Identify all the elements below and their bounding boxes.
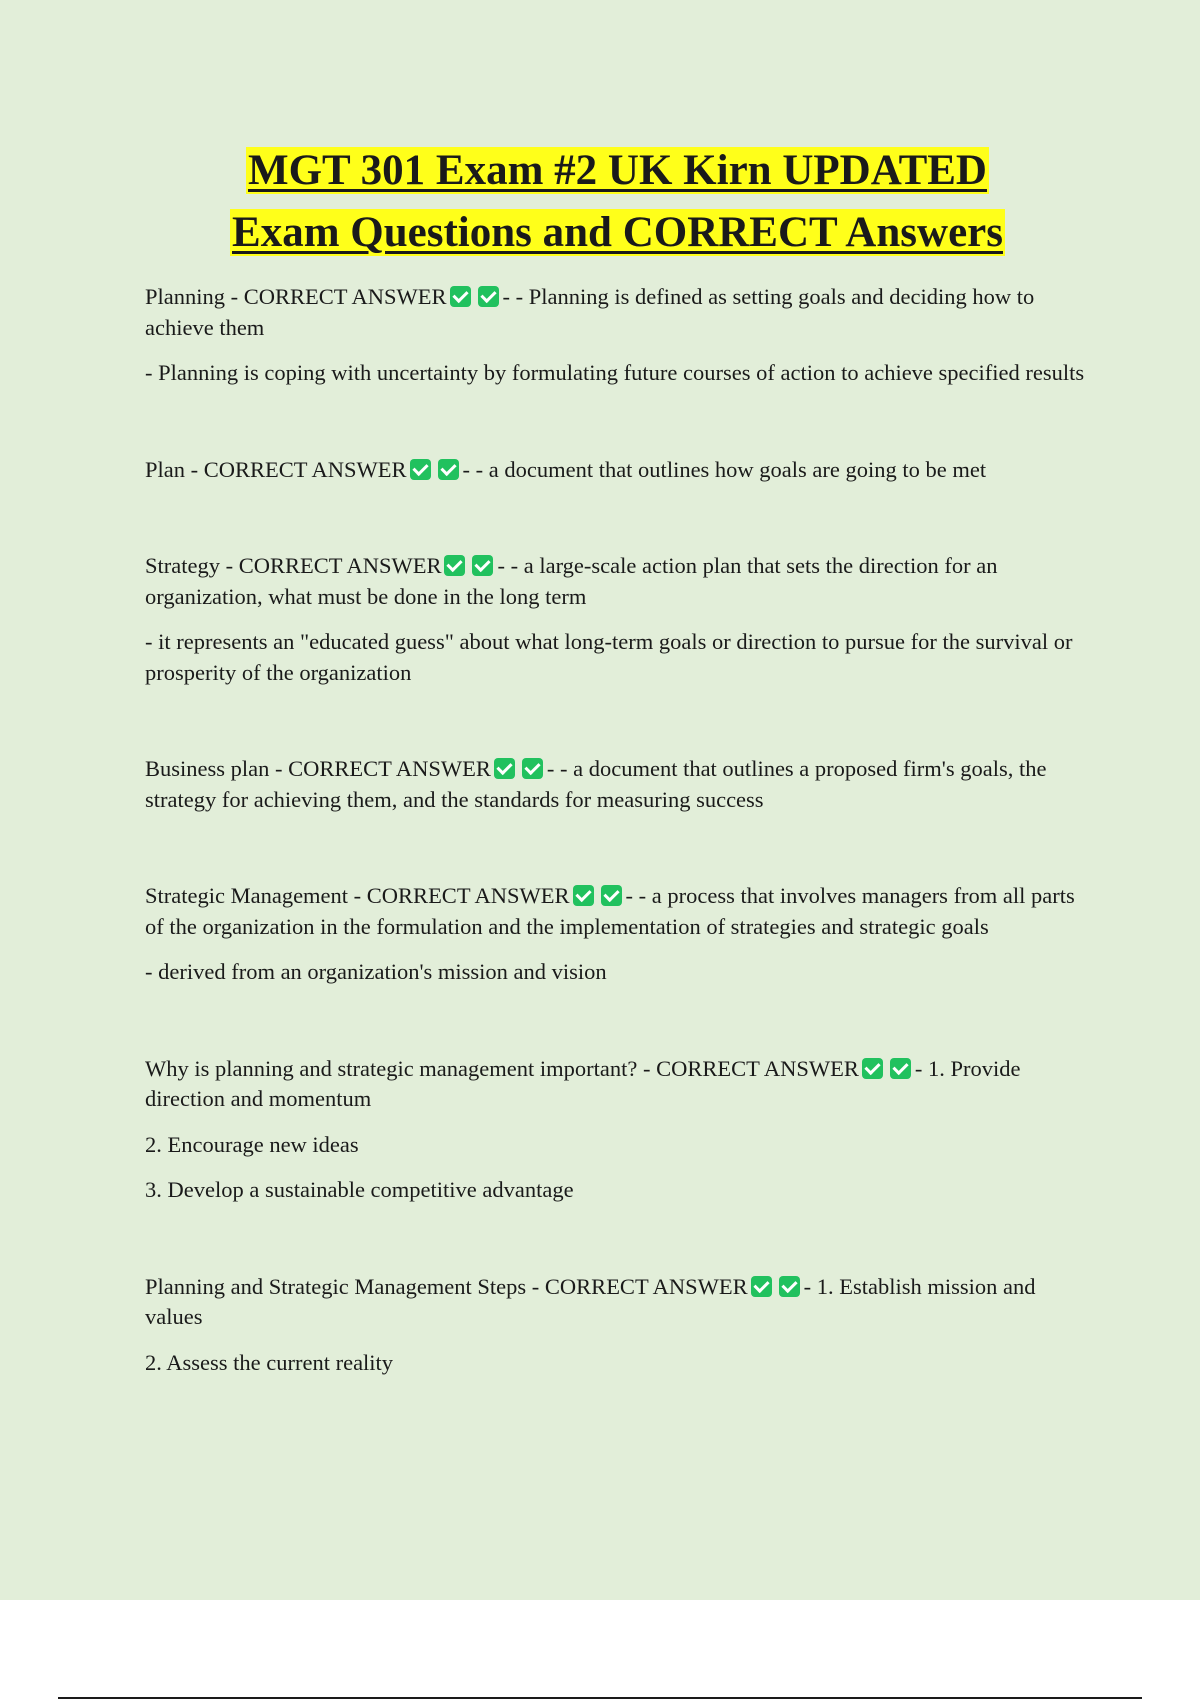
qa-answer: - - a large-scale action plan that sets the direction for an organization, what must be done in the long term <box>145 553 998 609</box>
qa-answer-line: - derived from an organization's mission and vision <box>145 959 607 984</box>
qa-question <box>145 1054 1090 1115</box>
qa-question <box>145 282 1090 343</box>
correct-answer-label: CORRECT ANSWER <box>544 1273 748 1299</box>
checkmark-icon <box>410 459 431 480</box>
qa-term: Strategy - <box>145 553 239 578</box>
qa-question <box>145 455 1090 486</box>
correct-answer-label: CORRECT ANSWER <box>366 883 570 908</box>
qa-entry-why-planning <box>145 1054 1090 1206</box>
correct-answer-label: CORRECT ANSWER <box>656 1055 859 1081</box>
document-content <box>145 140 1090 1393</box>
document-title <box>145 140 1090 264</box>
checkmark-icon <box>444 555 465 576</box>
checkmark-icon <box>494 758 515 779</box>
checkmark-icon <box>478 286 499 307</box>
qa-entry-business-plan <box>145 754 1090 815</box>
qa-answer: - 1. Provide direction and momentum <box>145 1055 1021 1111</box>
checkmark-icon <box>522 758 543 779</box>
qa-answer: - 1. Establish mission and values <box>145 1273 1036 1329</box>
footer-divider <box>58 1697 1142 1699</box>
qa-term: Why is planning and strategic management important? - <box>145 1055 657 1081</box>
qa-answer-line: 2. Assess the current reality <box>145 1349 394 1375</box>
checkmark-icon <box>573 885 594 906</box>
qa-question <box>145 881 1090 942</box>
qa-question <box>145 551 1090 612</box>
correct-answer-label: CORRECT ANSWER <box>288 756 491 781</box>
qa-term: Business plan - <box>145 756 289 781</box>
correct-answer-label: CORRECT ANSWER <box>238 553 442 578</box>
qa-entry-steps <box>145 1272 1090 1379</box>
qa-answer: - - a document that outlines how goals are going to be met <box>462 456 987 482</box>
title-line-2: Exam Questions and CORRECT Answers <box>232 209 1003 256</box>
checkmark-icon <box>438 459 459 480</box>
qa-entry-plan <box>145 455 1090 486</box>
qa-answer: - - Planning is defined as setting goals and deciding how to achieve them <box>145 284 1035 340</box>
checkmark-icon <box>601 885 622 906</box>
qa-term: Planning and Strategic Management Steps - <box>145 1273 545 1299</box>
qa-answer: - - a process that involves managers from all parts of the organization in the formulation and the implementation of strategies and strategic goals <box>145 883 1075 939</box>
qa-answer-line: 3. Develop a sustainable competitive advantage <box>145 1177 574 1202</box>
qa-term: Planning - <box>145 284 244 309</box>
correct-answer-label: CORRECT ANSWER <box>243 284 447 309</box>
checkmark-icon <box>890 1058 911 1079</box>
checkmark-icon <box>751 1276 772 1297</box>
qa-entry-strategy <box>145 551 1090 688</box>
qa-question <box>145 1272 1090 1333</box>
qa-answer-line: - it represents an "educated guess" about what long-term goals or direction to pursue for the survival or prosperity of the organization <box>145 629 1073 685</box>
title-line-1: MGT 301 Exam #2 UK Kirn UPDATED <box>248 147 987 194</box>
correct-answer-label: CORRECT ANSWER <box>203 456 407 482</box>
checkmark-icon <box>472 555 493 576</box>
qa-question <box>145 754 1090 815</box>
qa-entry-planning <box>145 282 1090 389</box>
qa-term: Plan - <box>145 456 204 482</box>
checkmark-icon <box>779 1276 800 1297</box>
qa-entry-strategic-management <box>145 881 1090 988</box>
checkmark-icon <box>450 286 471 307</box>
qa-term: Strategic Management - <box>145 883 367 908</box>
qa-answer-line: - Planning is coping with uncertainty by formulating future courses of action to achieve specified results <box>145 360 1085 385</box>
qa-answer: - - a document that outlines a proposed firm's goals, the strategy for achieving them, and the standards for measuring success <box>145 756 1047 812</box>
checkmark-icon <box>862 1058 883 1079</box>
qa-answer-line: 2. Encourage new ideas <box>145 1131 359 1157</box>
